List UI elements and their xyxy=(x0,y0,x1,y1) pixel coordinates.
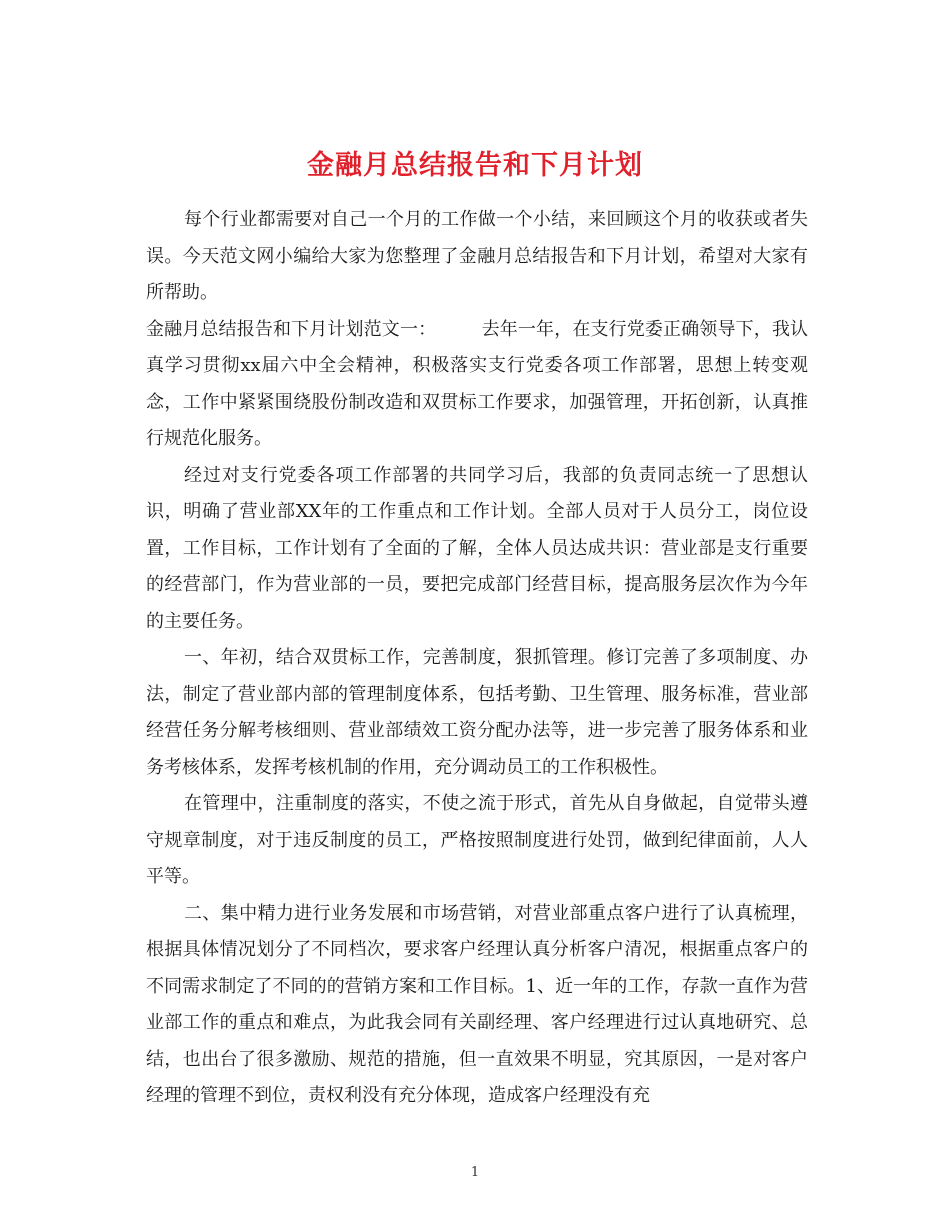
paragraph-rules: 在管理中，注重制度的落实，不使之流于形式，首先从自身做起，自觉带头遵守规章制度，对于违反制度的员工，严格按照制度进行处罚，做到纪律面前，人人平等。 xyxy=(146,793,808,887)
document-body xyxy=(146,202,808,1115)
paragraph-management: 一、年初，结合双贯标工作，完善制度，狠抓管理。修订完善了多项制度、办法，制定了营业部内部的管理制度体系，包括考勤、卫生管理、服务标准，营业部经营任务分解考核细则、营业部绩效工资分配办法等，进一步完善了服务体系和业务考核体系，发挥考核机制的作用，充分调动员工的工作积极性。 xyxy=(146,647,808,778)
page-number: 1 xyxy=(470,1165,480,1180)
paragraph-intro: 每个行业都需要对自己一个月的工作做一个小结，来回顾这个月的收获或者失误。今天范文网小编给大家为您整理了金融月总结报告和下月计划，希望对大家有所帮助。 xyxy=(146,209,808,303)
document-title: 金融月总结报告和下月计划 xyxy=(307,150,643,182)
paragraph-sample-heading: 金融月总结报告和下月计划范文一： 去年一年，在支行党委正确领导下，我认真学习贯彻xx届六中全会精神，积极落实支行党委各项工作部署，思想上转变观念，工作中紧紧围绕股份制改造和双贯标工作要求，加强管理，开拓创新，认真推行规范化服务。 xyxy=(146,318,808,449)
paragraph-work-plan: 经过对支行党委各项工作部署的共同学习后，我部的负责同志统一了思想认识，明确了营业部XX年的工作重点和工作计划。全部人员对于人员分工，岗位设置，工作目标，工作计划有了全面的了解，全体人员达成共识：营业部是支行重要的经营部门，作为营业部的一员，要把完成部门经营目标，提高服务层次作为今年的主要任务。 xyxy=(146,464,808,632)
paragraph-marketing: 二、集中精力进行业务发展和市场营销，对营业部重点客户进行了认真梳理，根据具体情况划分了不同档次，要求客户经理认真分析客户清况，根据重点客户的不同需求制定了不同的的营销方案和工作目标。1、近一年的工作，存款一直作为营业部工作的重点和难点，为此我会同有关副经理、客户经理进行过认真地研究、总结，也出台了很多激励、规范的措施，但一直效果不明显，究其原因，一是对客户经理的管理不到位，责权利没有充分体现，造成客户经理没有充 xyxy=(146,902,808,1106)
